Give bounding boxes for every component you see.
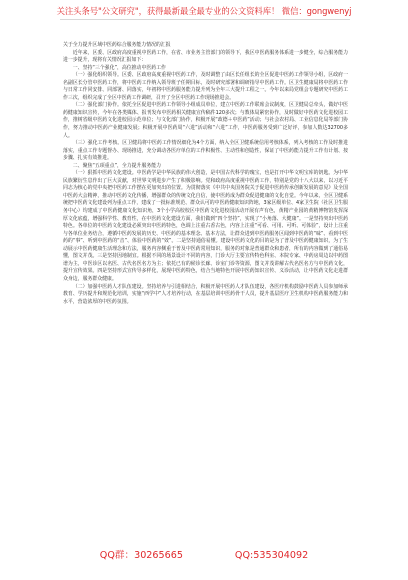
paragraph: （二）加强中医药人才队伍建设。坚持培养与引进相结合，积极开展中医药人才队伍建设，各医疗机构鼓励中医药人员参加师承教育、学历提升和规范化培训，实施“西学中”人才培养行动，在基层培训中医药骨干人员，提升基层医疗卫生机构中医药服务能力和水平，营造浓厚的中医药氛围。 bbox=[63, 283, 348, 305]
paragraph: （一）强化组织领导。区委、区政府高度重视中医药工作，及时调整了由区长任组长的全区促进中医药工作领导小组，区政府一名副区长分管中医药工作，将中医药工作纳入领导班子任期目标，及时研究部署和调研指导中医药工作。区卫生健康局将中医药工作与日常工作同安排、同部署、同落实，年初将中医药服务能力提升列为全年三大提升工程之一。今年以来局党组会专题研究中医药工作三次，组织完成了全区中医药工作调研，召开了全区中医药工作现场推进会。 bbox=[63, 72, 348, 101]
qq-text: QQ:535304092 bbox=[234, 550, 309, 561]
document-title: 关于全力提升区域中医药综合服务能力情况的汇报 bbox=[63, 42, 171, 48]
paragraph: 近年来，区委、区政府高度重视中医药工作，在省、市业务主管部门的领导下，我区中医药服务体系进一步健全，综合服务能力进一步提升，现将有关情况汇报如下： bbox=[63, 49, 348, 64]
header-divider bbox=[60, 19, 350, 20]
header-banner: 关注头条号"公文研究"，获得最新最全最专业的公文资料库！ 微信：gongwenyj bbox=[56, 6, 352, 16]
paragraph: （三）强化工作考核。区卫健局将中医药工作情况细化为4个方面，纳入全区卫健系统信用考核体系，列入考核的工作及时推进落实，重点工作专题督办、现场推进，充分调动各医疗单位的工作积极性、主动性和创造性，保证了中医药能力提升工作有计划、按步骤、扎实有效推进。 bbox=[63, 140, 348, 162]
paragraph: （一）狠抓中医药文化建设。中医药学是中华民族的伟大创造，是中国古代科学的瑰宝，也是打开中华文明宝库的钥匙。为中华民族繁衍生息作出了巨大贡献，对世界文明进步产生了积极影响。党和政府高度重视中医药工作，特别是党的十八大以来，以习近平同志为核心的党中央把中医药工作摆在更加突出的位置。为贯彻落实《中共中央国务院关于促进中医药传承创新发展的意见》及全国中医药大会精神，推动中医药文化传播，增强群众的传统文化自信，使中医药成为群众促进健康的文化自觉。今年以来，全区卫健系统把中医药文化建设列为重点工作，建成了一批标准规范、群众认可的中医药健康知识阵地，3家区级单位、4家卫生院（社区卫生服务中心）均建成了中医药健康文化知识角，3个小学高校校区中医药文化进校园活动开展有声有色，黄精产业园的黄精博物馆发挥深厚文化底蕴，增强科学性、教育性，在中医药文化建设方面，我们做到“四个坚持”，实现了“小角落、大健康”。一是坚持突出中医药特色。各单位的中医药文化建设必须突出中医药特色，色调上注重古香古色，内容上注重“可看、可用、可听、可体验”，设计上注重与各单位业务结合，遵循中医药发展的历史、中医药的基本理念、基本方法，让群众进到中医药服务区闻到中医药的“味”、看到中医药的“事”、听到中医药的“音”、体验中医药的“效”。二是坚持通俗易懂。建设中医药文化的目的是为了普及中医药健康知识，为了生动展示中医药健康生活理念和方法，服务内容侧重于普及中医药常用知识，服务的对象是普通群众和患者，所有的内容做到了通俗易懂，图文并茂。三是坚持因地制宜。根据不同的场景设计不同的内容，门诊大厅主要宣传特色科室、本院专家、中药房周边以中药图谱为主，中医诊区以名医、古代名医名方为主；依托已有的候诊长廊、诊室门诊等资源，图文并茂讲解古代名医名方与中医药文化，提升宣传效果。四是坚持形式宣传导多样化，展现中医药特色，结合当地特色开展中医药知识宣传、义诊活动，让中医药文化走进群众身边，服务群众健康。 bbox=[63, 170, 348, 282]
section-heading: 一、坚持“三个强化”，高位推动中医药工作 bbox=[72, 64, 166, 71]
section-heading: 二、聚焦“五项重点”，全力提升服务能力 bbox=[72, 162, 162, 169]
paragraph: （二）强化部门协作。依托全区促进中医药工作领导小组成员单位，建立中医药工作联席会议制度，区卫健局总牵头，做好中医药健康知识宣传，今年在各类媒体、报刊发布中医药相关健康宣传稿件120多次；与教体局紧密协作，及时做好中医药文化进校园工作，推树省级中医药文化进校园示范单位；与文化部门协作，积极开展“政德＋中医药”活动；与社会农村局、工业信息化局等部门协作，努力推动中医药产业健康发展；积极开展中医药周“六进”活动和“六进”工作，中医药服务受到广泛好评，参加人数达32700多人。 bbox=[63, 102, 348, 139]
footer-contact bbox=[0, 547, 408, 561]
qq-group-text: QQ群：30265665 bbox=[99, 550, 183, 561]
document-body bbox=[63, 42, 348, 306]
